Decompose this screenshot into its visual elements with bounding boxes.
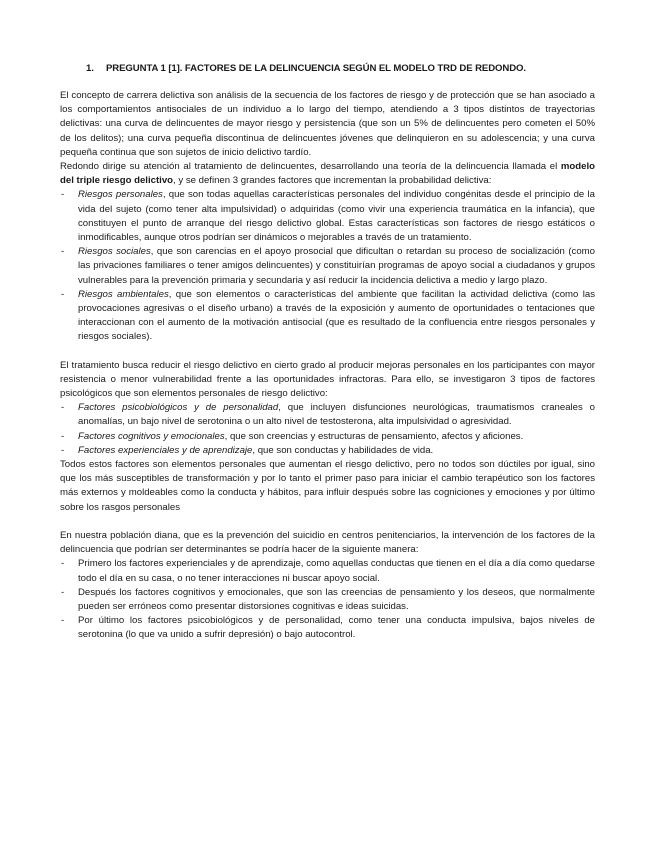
factor-list	[60, 401, 595, 458]
heading-text: PREGUNTA 1 [1]. FACTORES DE LA DELINCUENCIA SEGÚN EL MODELO TRD DE REDONDO.	[106, 63, 526, 74]
list-item	[60, 245, 595, 288]
list-term: Factores cognitivos y emocionales	[78, 430, 225, 442]
list-text: Por último los factores psicobiológicos y de personalidad, como tener una conducta impulsiva, bajos niveles de serotonina (lo que va unido a sufrir depresión) o bajo autocontrol.	[78, 615, 595, 641]
heading-number: 1.	[86, 63, 94, 74]
list-dash: -	[61, 402, 65, 414]
list-dash: -	[61, 615, 65, 627]
spacer	[60, 345, 595, 359]
model-text-start: Redondo dirige su atención al tratamiento de delincuentes, desarrollando una teoría de la delincuencia llamada el	[60, 161, 561, 173]
document-body	[60, 89, 595, 643]
model-text-end: , y se definen 3 grandes factores que incrementan la probabilidad delictiva:	[173, 175, 492, 187]
list-dash: -	[61, 246, 65, 258]
list-text: , que son conductas y habilidades de vida.	[252, 444, 434, 456]
model-name: modelo del triple riesgo delictivo	[60, 161, 595, 187]
list-term: Factores psicobiológicos y de personalidad	[78, 402, 279, 414]
list-term: Factores experienciales y de aprendizaje	[78, 444, 253, 456]
list-dash: -	[61, 189, 65, 201]
treatment-paragraph: El tratamiento busca reducir el riesgo delictivo en cierto grado al producir mejoras personales en los participantes con mayor resistencia o menor vulnerabilidad frente a las oportunidades infractoras. Para ello, se investigaron 3 tipos de factores psicológicos que son elementos personales de riesgo delictivo:	[60, 359, 595, 400]
intervention-list	[60, 557, 595, 642]
list-item	[60, 557, 595, 585]
list-item	[60, 401, 595, 429]
list-item	[60, 188, 595, 245]
list-text: Primero los factores experienciales y de aprendizaje, como aquellas conductas que tienen en el día a día como quedarse todo el día en su casa, o no tener interacciones ni buscar apoyo social.	[78, 558, 595, 584]
spacer	[60, 515, 595, 529]
section-heading	[86, 62, 586, 76]
model-paragraph	[60, 160, 595, 188]
intro-paragraph: El concepto de carrera delictiva son análisis de la secuencia de los factores de riesgo y de protección que se han asociado a los comportamientos antisociales de un individuo a lo largo del tiempo, atendiendo a 3 tipos distintos de trayectorias delictivas: una curva de delincuentes de mayor riesgo y persistencia (que son un 5% de delincuentes pero cometen el 50% de los delitos); una curva pequeña discontinua de delincuentes jóvenes que delinquieron en su adolescencia; y una curva pequeña continua que son sujetos de inicio delictivo tardío.	[60, 90, 595, 158]
list-item	[60, 586, 595, 614]
list-term: Riesgos personales	[78, 189, 163, 201]
list-text: , que son creencias y estructuras de pensamiento, afectos y aficiones.	[224, 430, 524, 442]
list-text: , que son todas aquellas características personales del individuo congénitas desde el principio de la vida del sujeto (como tener alta impulsividad) o adquiridas (como vivir una experiencia traumática en la infancia), que constituyen el punto de arranque del riesgo delictivo global. Estas características son factores de riesgo estáticos o inmodificables, aunque otros podrían ser dinámicos o mejorables a través de un tratamiento.	[78, 189, 595, 244]
list-dash: -	[61, 444, 65, 456]
list-text: Después los factores cognitivos y emocionales, que son las creencias de pensamiento y los deseos, que normalmente pueden ser erróneos como presentar distorsiones cognitivas e ideas suicidas.	[78, 586, 595, 612]
risk-list	[60, 188, 595, 344]
list-term: Riesgos ambientales	[78, 288, 169, 300]
list-text: , que incluyen disfunciones neurológicas, traumatismos craneales o anomalías, un bajo nivel de serotonina o un alto nivel de testosterona, alta impulsividad o agresividad.	[78, 402, 595, 428]
list-dash: -	[61, 586, 65, 598]
list-dash: -	[61, 288, 65, 300]
list-item	[60, 430, 595, 444]
list-dash: -	[61, 430, 65, 442]
list-text: , que son elementos o características del ambiente que facilitan la actividad delictiva (como las provocaciones agresivas o el diseño urbano) a través de la exposición y aumento de oportunidades o tentaciones que interaccionan con el aumento de la motivación antisocial (que es resultado de la confluencia entre riesgos personales y riesgos sociales).	[78, 288, 595, 343]
list-item	[60, 444, 595, 458]
list-item	[60, 614, 595, 642]
list-item	[60, 288, 595, 345]
list-term: Riesgos sociales	[78, 246, 151, 258]
list-text: , que son carencias en el apoyo prosocial que dificultan o retardan su proceso de socialización (como las privaciones familiares o tener amigos delincuentes) y constituirían programas de apoyo social a ciudadanos y grupos vulnerables para la prevención primaria y secundaria y así reducir la incidencia delictiva a medio y largo plazo.	[78, 246, 595, 286]
population-paragraph: En nuestra población diana, que es la prevención del suicidio en centros penitenciarios, la intervención de los factores de la delincuencia que podrían ser determinantes se podría hacer de la siguiente manera:	[60, 529, 595, 556]
closing-paragraph: Todos estos factores son elementos personales que aumentan el riesgo delictivo, pero no todos son dúctiles por igual, sino que los más susceptibles de transformación y por lo tanto el primer paso para iniciar el cambio terapéutico son los factores más externos y moldeables como la conducta y hábitos, para influir después sobre las cogniciones y emociones y por último sobre los rasgos personales	[60, 459, 595, 513]
list-dash: -	[61, 558, 65, 570]
